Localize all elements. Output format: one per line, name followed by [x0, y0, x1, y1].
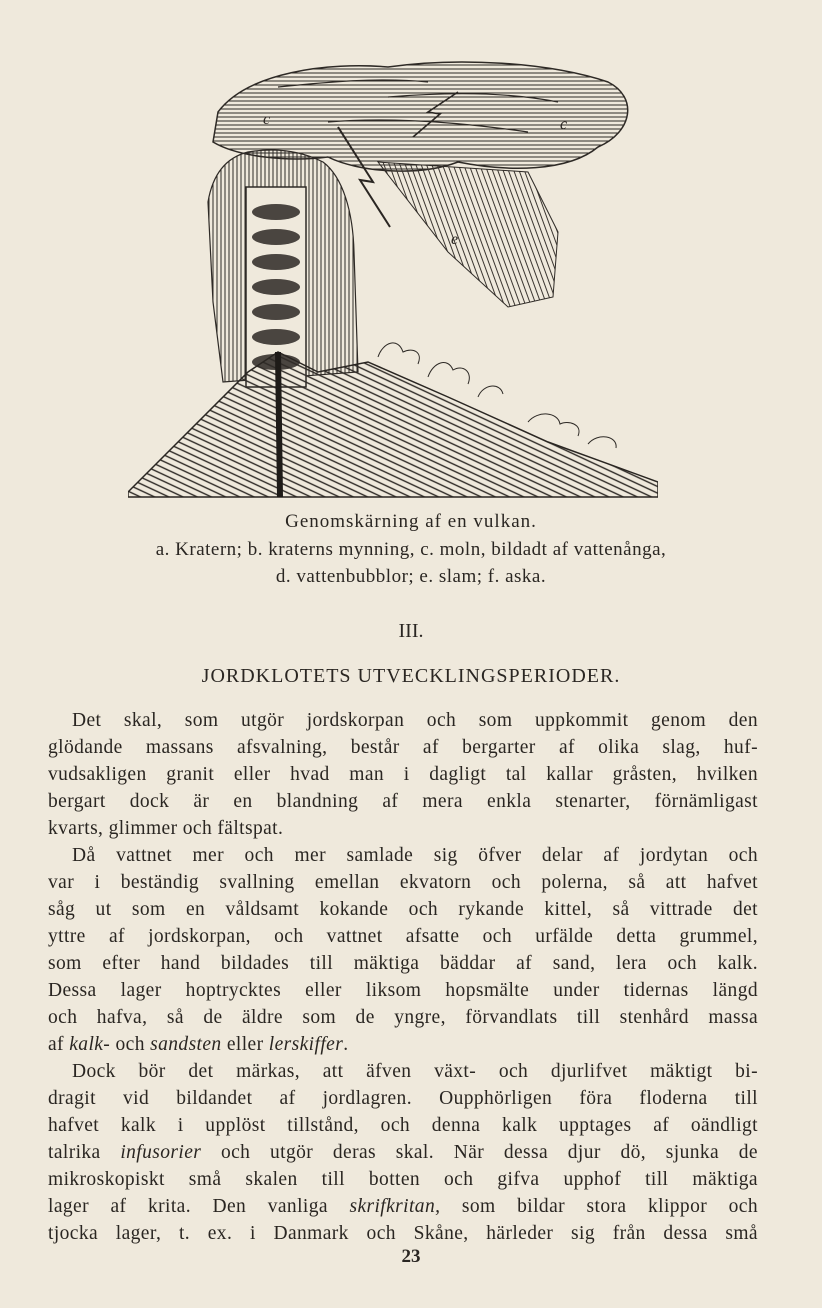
text-run: af: [48, 1034, 70, 1055]
text-line: [48, 1193, 758, 1220]
figure-caption-legend: [40, 536, 782, 590]
text-line: [48, 1139, 758, 1166]
text-line: vudsakligen granit eller hvad man i dagligt tal kallar gråsten, hvilken: [48, 764, 758, 785]
text-line: mikroskopiskt små skalen till botten och gifva upphof till mäktiga: [48, 1169, 758, 1190]
figure-caption-title: Genomskärning af en vulkan.: [285, 511, 537, 532]
text-line: Då vattnet mer och mer samlade sig öfver delar af jordytan och: [72, 845, 758, 866]
text-line: tjocka lager, t. ex. i Danmark och Skåne, härleder sig från dessa små: [48, 1223, 758, 1244]
text-run: .: [343, 1034, 349, 1055]
chapter-number: III.: [398, 620, 424, 642]
text-line: bergart dock är en blandning af mera enkla stenarter, förnämligast: [48, 791, 758, 812]
text-run: och utgör deras skal. När dessa djur dö, sjunka de: [201, 1142, 758, 1163]
text-line: Dock bör det märkas, att äfven växt- och djurlifvet mäktigt bi-: [72, 1061, 758, 1082]
figure-label-c-right: c: [560, 116, 568, 133]
text-line: yttre af jordskorpan, och vattnet afsatte och urfälde detta grummel,: [48, 926, 758, 947]
italic-term: skrifkritan,: [349, 1196, 441, 1217]
mountain-shape: [128, 352, 658, 497]
body-text: [48, 707, 758, 1247]
text-line: såg ut som en våldsamt kokande och rykande kittel, så vittrade det: [48, 899, 758, 920]
italic-term: sandsten: [150, 1034, 222, 1055]
text-run: som bildar stora klippor och: [440, 1196, 758, 1217]
figure-label-c-left: c: [263, 111, 271, 128]
italic-term: infusorier: [120, 1142, 202, 1163]
text-line: dragit vid bildandet af jordlagren. Oupphörligen föra floderna till: [48, 1088, 758, 1109]
text-line: som efter hand bildades till mäktiga bäddar af sand, lera och kalk.: [48, 953, 758, 974]
figure-legend-line: d. vattenbubblor; e. slam; f. aska.: [275, 566, 547, 587]
text-run: talrika: [48, 1142, 121, 1163]
italic-term: lerskiffer: [268, 1034, 344, 1055]
text-line: kvarts, glimmer och fältspat.: [48, 818, 284, 839]
text-line: [48, 1031, 758, 1058]
text-run: eller: [221, 1034, 269, 1055]
text-line: Dessa lager hoptrycktes eller liksom hopsmälte under tidernas längd: [48, 980, 758, 1001]
chapter-title: JORDKLOTETS UTVECKLINGSPERIODER.: [201, 665, 621, 687]
page-number: 23: [401, 1246, 421, 1267]
figure-legend-line: a. Kratern; b. kraterns mynning, c. moln, bildadt af vattenånga,: [155, 539, 667, 560]
text-line: var i beständig svallning emellan ekvatorn och polerna, så att hafvet: [48, 872, 758, 893]
text-line: glödande massans afsvalning, består af bergarter af olika slag, huf-: [48, 737, 758, 758]
volcano-illustration: [128, 52, 658, 502]
italic-term: kalk-: [69, 1034, 111, 1055]
text-line: Det skal, som utgör jordskorpan och som uppkommit genom den: [72, 710, 758, 731]
text-run: lager af krita. Den vanliga: [48, 1196, 350, 1217]
text-line: hafvet kalk i upplöst tillstånd, och denna kalk upptages af oändligt: [48, 1115, 758, 1136]
figure-label-e: e: [451, 231, 459, 248]
text-run: och: [110, 1034, 151, 1055]
text-line: och hafva, så de äldre som de yngre, förvandlats till stenhård massa: [48, 1007, 758, 1028]
rain-column-shape: [378, 162, 558, 307]
